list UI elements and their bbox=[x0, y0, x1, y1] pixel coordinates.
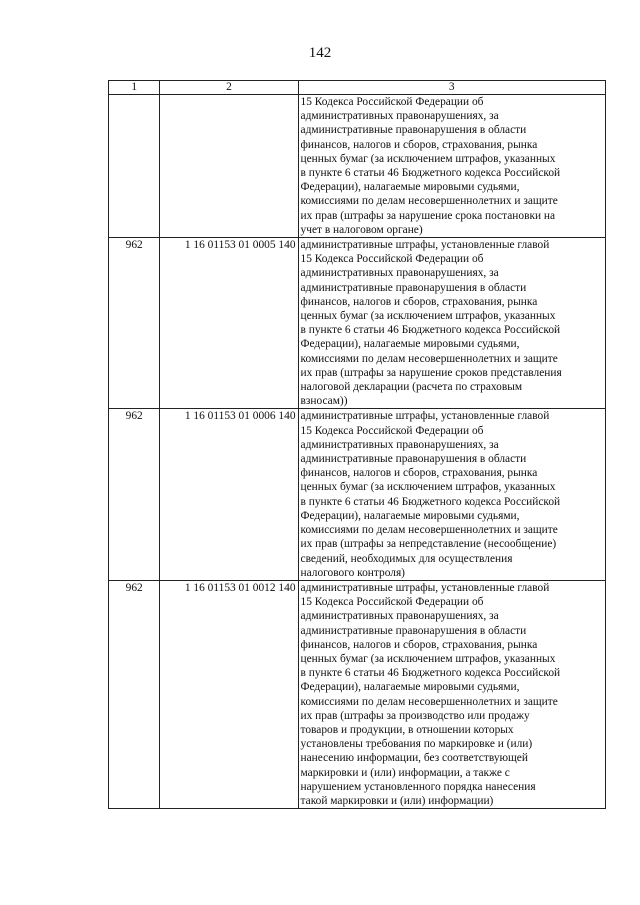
description-line: административных правонарушениях, за bbox=[300, 267, 499, 280]
description-line: административные правонарушения в области bbox=[300, 281, 527, 294]
description-line: финансов, налогов и сборов, страхования, рынка bbox=[300, 467, 538, 480]
description-line: их прав (штрафы за производство или продажу bbox=[300, 709, 530, 722]
column-header-3: 3 bbox=[298, 81, 605, 95]
budget-classification-code-cell: 1 16 01153 01 0012 140 bbox=[160, 580, 298, 808]
description-line: ценных бумаг (за исключением штрафов, указанных bbox=[300, 652, 556, 665]
description-line: их прав (штрафы за нарушение сроков представления bbox=[300, 366, 562, 379]
description-line: Федерации), налагаемые мировыми судьями, bbox=[300, 681, 520, 694]
budget-classification-code-cell: 1 16 01153 01 0006 140 bbox=[160, 409, 298, 580]
description-line: комиссиями по делам несовершеннолетних и защите bbox=[300, 352, 558, 365]
description-line: Федерации), налагаемые мировыми судьями, bbox=[300, 181, 520, 194]
description-line: административные правонарушения в области bbox=[300, 124, 527, 137]
description-line: ценных бумаг (за исключением штрафов, указанных bbox=[300, 310, 556, 323]
description-line: ценных бумаг (за исключением штрафов, указанных bbox=[300, 481, 556, 494]
description-line: административные правонарушения в области bbox=[300, 624, 527, 637]
description-line: комиссиями по делам несовершеннолетних и защите bbox=[300, 195, 558, 208]
description-line: финансов, налогов и сборов, страхования, рынка bbox=[300, 638, 538, 651]
description-line: нанесению информации, без соответствующей bbox=[300, 752, 528, 765]
description-line: административные штрафы, установленные главой bbox=[300, 239, 550, 252]
description-line: 15 Кодекса Российской Федерации об bbox=[300, 96, 484, 108]
description-line: Федерации), налагаемые мировыми судьями, bbox=[300, 509, 520, 522]
revenue-description-cell bbox=[298, 95, 605, 238]
description-line: налоговой декларации (расчета по страховым bbox=[300, 381, 523, 394]
description-line: товаров и продукции, в отношении которых bbox=[300, 723, 514, 736]
description-line: в пункте 6 статьи 46 Бюджетного кодекса Российской bbox=[300, 167, 561, 180]
description-line: 15 Кодекса Российской Федерации об bbox=[300, 253, 484, 266]
description-line: налогового контроля) bbox=[300, 566, 405, 579]
description-line: административных правонарушениях, за bbox=[300, 610, 499, 623]
description-line: административные правонарушения в области bbox=[300, 453, 527, 466]
description-line: их прав (штрафы за непредставление (несообщение) bbox=[300, 538, 557, 551]
page-number: 142 bbox=[308, 45, 332, 61]
budget-classification-code-cell bbox=[160, 95, 298, 238]
description-line: в пункте 6 статьи 46 Бюджетного кодекса Российской bbox=[300, 667, 561, 680]
table-header-row bbox=[109, 81, 606, 95]
budget-classification-code-cell: 1 16 01153 01 0005 140 bbox=[160, 238, 298, 409]
description-line: комиссиями по делам несовершеннолетних и защите bbox=[300, 695, 558, 708]
admin-code-cell: 962 bbox=[109, 580, 160, 808]
revenue-description-cell bbox=[298, 409, 605, 580]
admin-code-cell: 962 bbox=[109, 409, 160, 580]
description-line: маркировки и (или) информации, а также с bbox=[300, 766, 510, 779]
classification-table bbox=[108, 80, 606, 809]
description-line: в пункте 6 статьи 46 Бюджетного кодекса Российской bbox=[300, 324, 561, 337]
description-line: комиссиями по делам несовершеннолетних и защите bbox=[300, 524, 558, 537]
description-line: административных правонарушениях, за bbox=[300, 110, 499, 123]
admin-code-cell: 962 bbox=[109, 238, 160, 409]
admin-code-cell bbox=[109, 95, 160, 238]
description-line: сведений, необходимых для осуществления bbox=[300, 552, 513, 565]
table-row bbox=[109, 95, 606, 238]
revenue-description-cell bbox=[298, 580, 605, 808]
description-line: 15 Кодекса Российской Федерации об bbox=[300, 424, 484, 437]
description-line: административные штрафы, установленные главой bbox=[300, 581, 550, 594]
description-line: административные штрафы, установленные главой bbox=[300, 410, 550, 423]
description-line: взносам)) bbox=[300, 395, 348, 408]
description-line: ценных бумаг (за исключением штрафов, указанных bbox=[300, 152, 556, 165]
description-line: финансов, налогов и сборов, страхования, рынка bbox=[300, 138, 538, 151]
description-line: установлены требования по маркировке и (или) bbox=[300, 738, 533, 751]
description-line: финансов, налогов и сборов, страхования, рынка bbox=[300, 295, 538, 308]
description-line: 15 Кодекса Российской Федерации об bbox=[300, 596, 484, 609]
table-body bbox=[109, 81, 606, 809]
description-line: нарушением установленного порядка нанесения bbox=[300, 780, 536, 793]
description-line: учет в налоговом органе) bbox=[300, 223, 423, 236]
description-line: Федерации), налагаемые мировыми судьями, bbox=[300, 338, 520, 351]
description-line: их прав (штрафы за нарушение срока постановки на bbox=[300, 209, 556, 222]
table-row bbox=[109, 409, 606, 580]
description-line: в пункте 6 статьи 46 Бюджетного кодекса Российской bbox=[300, 495, 561, 508]
table-row bbox=[109, 238, 606, 409]
table-row bbox=[109, 580, 606, 808]
column-header-2: 2 bbox=[160, 81, 298, 95]
column-header-1: 1 bbox=[109, 81, 160, 95]
description-line: административных правонарушениях, за bbox=[300, 438, 499, 451]
description-line: такой маркировки и (или) информации) bbox=[300, 794, 494, 807]
revenue-description-cell bbox=[298, 238, 605, 409]
